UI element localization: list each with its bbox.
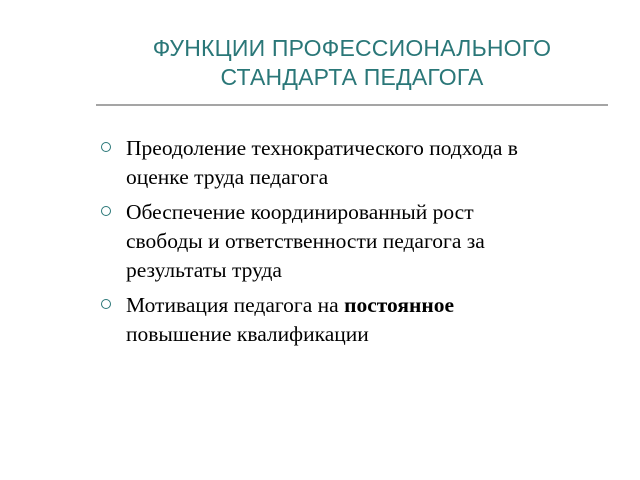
bullet-2-line-2: свободы и ответственности педагога за xyxy=(126,229,485,253)
hollow-circle-icon xyxy=(101,142,111,152)
bullet-item-3 xyxy=(96,291,616,349)
bullet-list xyxy=(96,134,616,355)
bullet-2-line-3: результаты труда xyxy=(126,258,282,282)
hollow-circle-icon xyxy=(101,299,111,309)
bullet-3-emphasis: постоянное xyxy=(344,293,455,317)
slide-title-line-2: СТАНДАРТА ПЕДАГОГА xyxy=(220,64,484,90)
bullet-1-line-2: оценке труда педагога xyxy=(126,165,329,189)
bullet-3-line-1-text: Мотивация педагога на xyxy=(126,293,345,317)
bullet-item-1 xyxy=(96,134,616,192)
bullet-1-line-1: Преодоление технократического подхода в xyxy=(126,136,518,160)
slide-title xyxy=(96,34,608,92)
title-divider xyxy=(96,104,608,106)
bullet-item-2 xyxy=(96,198,616,285)
bullet-2-line-1: Обеспечение координированный рост xyxy=(126,200,474,224)
bullet-3-line-2: повышение квалификации xyxy=(126,322,369,346)
hollow-circle-icon xyxy=(101,206,111,216)
slide-title-line-1: ФУНКЦИИ ПРОФЕССИОНАЛЬНОГО xyxy=(152,35,552,61)
